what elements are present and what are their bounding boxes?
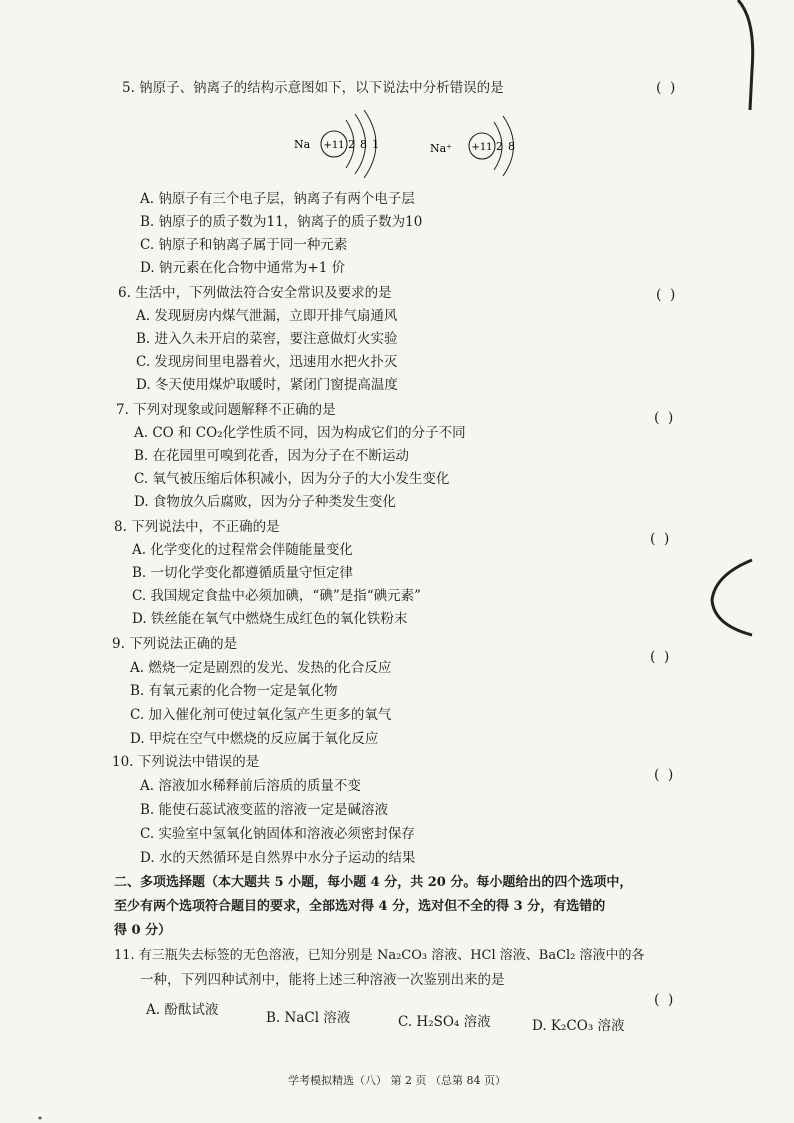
q5-answer-bracket: ( ) bbox=[656, 80, 678, 96]
q10-option-b: B. 能使石蕊试液变蓝的溶液一定是碱溶液 bbox=[140, 802, 389, 818]
q9-option-d: D. 甲烷在空气中燃烧的反应属于氧化反应 bbox=[130, 731, 379, 747]
page-footer: 学考模拟精选（八） 第 2 页 （总第 84 页） bbox=[288, 1074, 506, 1087]
q6-answer-bracket: ( ) bbox=[656, 287, 678, 303]
q11-option-d: D. K₂CO₃ 溶液 bbox=[532, 1018, 625, 1034]
q6-stem: 6. 生活中，下列做法符合安全常识及要求的是 bbox=[118, 285, 392, 301]
q11-stem-line2: 一种，下列四种试剂中，能将上述三种溶液一次鉴别出来的是 bbox=[140, 972, 505, 988]
q7-option-d: D. 食物放久后腐败，因为分子种类发生变化 bbox=[134, 494, 396, 510]
q10-option-a: A. 溶液加水稀释前后溶质的质量不变 bbox=[140, 778, 361, 794]
q8-stem: 8. 下列说法中，不正确的是 bbox=[114, 519, 280, 535]
sodium-ion-structure-icon bbox=[428, 110, 528, 180]
q8-option-b: B. 一切化学变化都遵循质量守恒定律 bbox=[132, 565, 354, 581]
q6-option-d: D. 冬天使用煤炉取暖时，紧闭门窗提高温度 bbox=[136, 377, 398, 393]
sodium-atom-structure-icon bbox=[292, 110, 392, 180]
q8-answer-bracket: ( ) bbox=[650, 531, 672, 547]
ion-symbol: Na⁺ bbox=[430, 142, 452, 155]
q11-option-b: B. NaCl 溶液 bbox=[266, 1010, 351, 1026]
q7-answer-bracket: ( ) bbox=[654, 410, 676, 426]
section2-heading-line3: 得 0 分） bbox=[114, 923, 172, 938]
q5-option-d: D. 钠元素在化合物中通常为+1 价 bbox=[140, 260, 346, 276]
q11-answer-bracket: ( ) bbox=[654, 992, 676, 1008]
section2-heading-line1: 二、多项选择题（本大题共 5 小题，每小题 4 分，共 20 分。每小题给出的四个选项中， bbox=[114, 875, 633, 890]
q6-option-b: B. 进入久未开启的菜窖，要注意做灯火实验 bbox=[136, 331, 398, 347]
q6-option-a: A. 发现厨房内煤气泄漏，立即开排气扇通风 bbox=[136, 308, 398, 324]
q7-option-c: C. 氧气被压缩后体积减小，因为分子的大小发生变化 bbox=[134, 471, 450, 487]
q7-option-a: A. CO 和 CO₂化学性质不同，因为构成它们的分子不同 bbox=[134, 425, 466, 441]
sodium-ion-diagram bbox=[428, 110, 528, 184]
q11-stem-line1: 11. 有三瓶失去标签的无色溶液，已知分别是 Na₂CO₃ 溶液、HCl 溶液、BaCl₂ 溶液中的各 bbox=[114, 948, 645, 963]
q8-option-a: A. 化学变化的过程常会伴随能量变化 bbox=[132, 542, 353, 558]
section2-heading-line2: 至少有两个选项符合题目的要求，全部选对得 4 分，选对但不全的得 3 分，有选错的 bbox=[114, 899, 606, 914]
q8-option-d: D. 铁丝能在氧气中燃烧生成红色的氧化铁粉末 bbox=[132, 611, 408, 627]
q5-option-a: A. 钠原子有三个电子层，钠离子有两个电子层 bbox=[140, 191, 415, 207]
q10-option-c: C. 实验室中氢氧化钠固体和溶液必须密封保存 bbox=[140, 826, 415, 842]
na-shell-1: 2 bbox=[348, 138, 355, 151]
ion-shell-1: 2 bbox=[496, 140, 503, 153]
q9-option-b: B. 有氧元素的化合物一定是氧化物 bbox=[130, 683, 338, 699]
ion-nucleus: +11 bbox=[471, 142, 493, 153]
na-shell-3: 1 bbox=[372, 138, 379, 151]
q5-option-c: C. 钠原子和钠离子属于同一种元素 bbox=[140, 237, 348, 253]
na-symbol: Na bbox=[294, 138, 311, 151]
q6-option-c: C. 发现房间里电器着火，迅速用水把火扑灭 bbox=[136, 354, 398, 370]
q10-stem: 10. 下列说法中错误的是 bbox=[112, 754, 260, 770]
q9-option-c: C. 加入催化剂可使过氧化氢产生更多的氧气 bbox=[130, 707, 392, 723]
ion-shell-2: 8 bbox=[508, 140, 515, 153]
q7-stem: 7. 下列对现象或问题解释不正确的是 bbox=[116, 402, 336, 418]
sodium-atom-diagram bbox=[292, 110, 392, 184]
q7-option-b: B. 在花园里可嗅到花香，因为分子在不断运动 bbox=[134, 448, 410, 464]
q10-option-d: D. 水的天然循环是自然界中水分子运动的结果 bbox=[140, 850, 416, 866]
q5-option-b: B. 钠原子的质子数为11，钠离子的质子数为10 bbox=[140, 214, 423, 230]
q10-answer-bracket: ( ) bbox=[654, 767, 676, 783]
na-shell-2: 8 bbox=[360, 138, 367, 151]
q5-stem: 5. 钠原子、钠离子的结构示意图如下，以下说法中分析错误的是 bbox=[122, 80, 504, 96]
q11-option-c: C. H₂SO₄ 溶液 bbox=[398, 1014, 491, 1030]
na-nucleus: +11 bbox=[323, 140, 345, 151]
q9-stem: 9. 下列说法正确的是 bbox=[112, 636, 238, 652]
q8-option-c: C. 我国规定食盐中必须加碘，“碘”是指“碘元素” bbox=[132, 588, 422, 604]
q11-option-a: A. 酚酞试液 bbox=[146, 1002, 219, 1018]
q9-answer-bracket: ( ) bbox=[650, 649, 672, 665]
q9-option-a: A. 燃烧一定是剧烈的发光、发热的化合反应 bbox=[130, 660, 392, 676]
